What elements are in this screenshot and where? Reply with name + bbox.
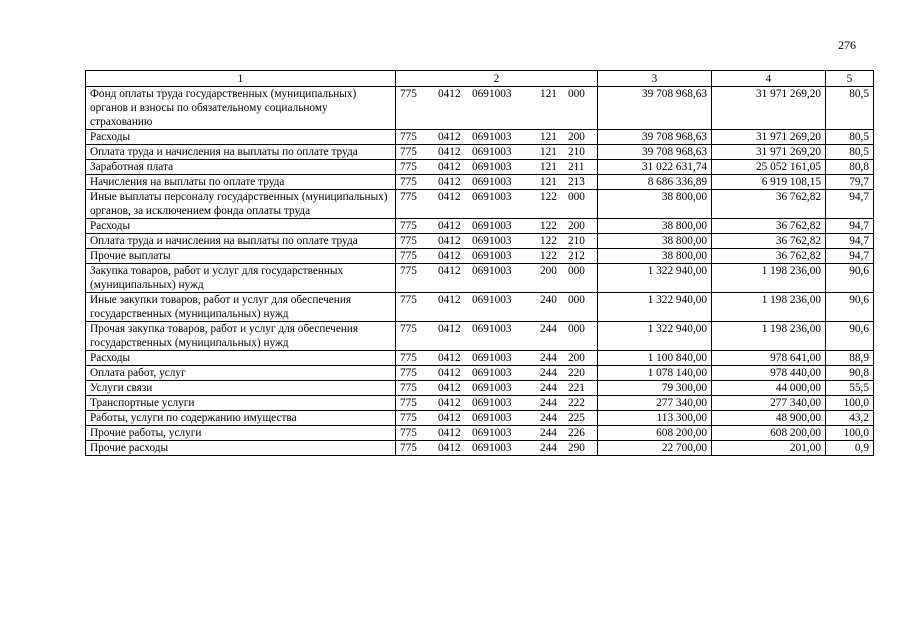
code-part: 775 (400, 220, 417, 232)
code-part: 121 (540, 146, 557, 158)
code-part: 121 (540, 176, 557, 188)
row-code (396, 145, 598, 160)
row-executed: 6 919 108,15 (712, 175, 826, 190)
table-row (86, 219, 874, 234)
code-part: 000 (568, 191, 585, 203)
row-planned: 277 340,00 (598, 396, 712, 411)
row-planned: 1 322 940,00 (598, 322, 712, 351)
row-name: Расходы (86, 130, 396, 145)
row-planned: 39 708 968,63 (598, 130, 712, 145)
row-code (396, 293, 598, 322)
row-executed: 978 641,00 (712, 351, 826, 366)
table-row (86, 381, 874, 396)
code-part: 212 (568, 250, 585, 262)
row-code (396, 366, 598, 381)
row-percent: 90,6 (826, 322, 874, 351)
row-name: Фонд оплаты труда государственных (муниципальных) органов и взносы по обязательному социальному страхованию (86, 87, 396, 130)
row-executed: 201,00 (712, 441, 826, 456)
code-part: 775 (400, 88, 417, 100)
row-planned: 1 100 840,00 (598, 351, 712, 366)
code-part: 0412 (438, 294, 461, 306)
code-part: 122 (540, 235, 557, 247)
row-name: Транспортные услуги (86, 396, 396, 411)
row-name: Расходы (86, 219, 396, 234)
row-code (396, 234, 598, 249)
code-part: 0691003 (472, 235, 512, 247)
row-planned: 608 200,00 (598, 426, 712, 441)
row-percent: 88,9 (826, 351, 874, 366)
row-code (396, 175, 598, 190)
row-executed: 48 900,00 (712, 411, 826, 426)
code-part: 200 (540, 265, 557, 277)
row-executed: 31 971 269,20 (712, 87, 826, 130)
code-part: 0691003 (472, 265, 512, 277)
table-row (86, 322, 874, 351)
code-part: 0691003 (472, 88, 512, 100)
code-part: 0691003 (472, 352, 512, 364)
row-name: Оплата работ, услуг (86, 366, 396, 381)
code-part: 775 (400, 176, 417, 188)
row-executed: 978 440,00 (712, 366, 826, 381)
code-part: 122 (540, 250, 557, 262)
row-percent: 80,5 (826, 130, 874, 145)
row-planned: 113 300,00 (598, 411, 712, 426)
header-col-4: 4 (712, 71, 826, 87)
row-percent: 94,7 (826, 234, 874, 249)
header-col-3: 3 (598, 71, 712, 87)
code-part: 0412 (438, 191, 461, 203)
row-percent: 90,6 (826, 293, 874, 322)
row-planned: 1 322 940,00 (598, 264, 712, 293)
row-executed: 1 198 236,00 (712, 264, 826, 293)
row-planned: 1 322 940,00 (598, 293, 712, 322)
code-part: 775 (400, 250, 417, 262)
code-part: 0691003 (472, 427, 512, 439)
code-part: 775 (400, 412, 417, 424)
row-executed: 36 762,82 (712, 219, 826, 234)
code-part: 775 (400, 294, 417, 306)
row-executed: 31 971 269,20 (712, 130, 826, 145)
code-part: 200 (568, 131, 585, 143)
table-row (86, 426, 874, 441)
row-code (396, 381, 598, 396)
code-part: 244 (540, 412, 557, 424)
table-row (86, 175, 874, 190)
code-part: 0412 (438, 88, 461, 100)
table-row (86, 249, 874, 264)
code-part: 775 (400, 442, 417, 454)
row-name: Закупка товаров, работ и услуг для государственных (муниципальных) нужд (86, 264, 396, 293)
row-name: Работы, услуги по содержанию имущества (86, 411, 396, 426)
code-part: 000 (568, 265, 585, 277)
code-part: 244 (540, 367, 557, 379)
code-part: 775 (400, 382, 417, 394)
row-code (396, 396, 598, 411)
row-code (396, 264, 598, 293)
row-name: Оплата труда и начисления на выплаты по оплате труда (86, 234, 396, 249)
row-planned: 22 700,00 (598, 441, 712, 456)
row-percent: 94,7 (826, 190, 874, 219)
row-code (396, 190, 598, 219)
row-name: Заработная плата (86, 160, 396, 175)
row-name: Начисления на выплаты по оплате труда (86, 175, 396, 190)
row-code (396, 130, 598, 145)
code-part: 775 (400, 367, 417, 379)
code-part: 0412 (438, 176, 461, 188)
code-part: 200 (568, 352, 585, 364)
code-part: 775 (400, 161, 417, 173)
code-part: 0691003 (472, 397, 512, 409)
row-planned: 39 708 968,63 (598, 87, 712, 130)
code-part: 121 (540, 88, 557, 100)
table-row (86, 293, 874, 322)
row-name: Иные закупки товаров, работ и услуг для обеспечения государственных (муниципальных) нужд (86, 293, 396, 322)
row-executed: 36 762,82 (712, 234, 826, 249)
row-percent: 79,7 (826, 175, 874, 190)
row-percent: 80,5 (826, 87, 874, 130)
row-executed: 608 200,00 (712, 426, 826, 441)
row-percent: 100,0 (826, 396, 874, 411)
row-percent: 43,2 (826, 411, 874, 426)
row-planned: 38 800,00 (598, 190, 712, 219)
row-code (396, 441, 598, 456)
code-part: 0691003 (472, 250, 512, 262)
table-row (86, 366, 874, 381)
code-part: 775 (400, 397, 417, 409)
code-part: 0691003 (472, 220, 512, 232)
code-part: 244 (540, 427, 557, 439)
code-part: 244 (540, 323, 557, 335)
row-percent: 90,8 (826, 366, 874, 381)
code-part: 0412 (438, 235, 461, 247)
code-part: 775 (400, 191, 417, 203)
code-part: 0412 (438, 265, 461, 277)
row-code (396, 426, 598, 441)
row-executed: 36 762,82 (712, 249, 826, 264)
row-executed: 36 762,82 (712, 190, 826, 219)
code-part: 244 (540, 382, 557, 394)
header-col-1: 1 (86, 71, 396, 87)
page-number: 276 (838, 38, 856, 52)
code-part: 0691003 (472, 161, 512, 173)
row-executed: 1 198 236,00 (712, 322, 826, 351)
code-part: 122 (540, 220, 557, 232)
row-code (396, 351, 598, 366)
code-part: 0412 (438, 131, 461, 143)
row-percent: 100,0 (826, 426, 874, 441)
table-row (86, 264, 874, 293)
row-percent: 80,5 (826, 145, 874, 160)
code-part: 0691003 (472, 412, 512, 424)
code-part: 0412 (438, 146, 461, 158)
row-executed: 44 000,00 (712, 381, 826, 396)
code-part: 0412 (438, 250, 461, 262)
table-row (86, 130, 874, 145)
row-executed: 1 198 236,00 (712, 293, 826, 322)
row-percent: 55,5 (826, 381, 874, 396)
code-part: 213 (568, 176, 585, 188)
row-name: Оплата труда и начисления на выплаты по оплате труда (86, 145, 396, 160)
row-name: Расходы (86, 351, 396, 366)
row-name: Прочие работы, услуги (86, 426, 396, 441)
code-part: 0691003 (472, 146, 512, 158)
table-row (86, 87, 874, 130)
code-part: 000 (568, 294, 585, 306)
code-part: 775 (400, 352, 417, 364)
row-code (396, 219, 598, 234)
row-planned: 39 708 968,63 (598, 145, 712, 160)
code-part: 0691003 (472, 382, 512, 394)
code-part: 0412 (438, 367, 461, 379)
code-part: 775 (400, 146, 417, 158)
row-planned: 31 022 631,74 (598, 160, 712, 175)
code-part: 0691003 (472, 442, 512, 454)
code-part: 222 (568, 397, 585, 409)
code-part: 244 (540, 352, 557, 364)
row-executed: 25 052 161,05 (712, 160, 826, 175)
code-part: 210 (568, 235, 585, 247)
code-part: 0412 (438, 397, 461, 409)
row-executed: 31 971 269,20 (712, 145, 826, 160)
header-row (86, 71, 874, 87)
row-planned: 79 300,00 (598, 381, 712, 396)
code-part: 0691003 (472, 294, 512, 306)
code-part: 200 (568, 220, 585, 232)
row-planned: 38 800,00 (598, 234, 712, 249)
table-row (86, 145, 874, 160)
code-part: 775 (400, 323, 417, 335)
row-code (396, 411, 598, 426)
code-part: 0412 (438, 412, 461, 424)
code-part: 244 (540, 442, 557, 454)
table-row (86, 411, 874, 426)
code-part: 121 (540, 161, 557, 173)
code-part: 221 (568, 382, 585, 394)
code-part: 000 (568, 323, 585, 335)
code-part: 0412 (438, 442, 461, 454)
code-part: 0691003 (472, 131, 512, 143)
table-row (86, 351, 874, 366)
code-part: 0691003 (472, 323, 512, 335)
row-planned: 8 686 336,89 (598, 175, 712, 190)
row-percent: 94,7 (826, 219, 874, 234)
row-code (396, 249, 598, 264)
code-part: 0691003 (472, 176, 512, 188)
row-percent: 90,6 (826, 264, 874, 293)
code-part: 220 (568, 367, 585, 379)
table-row (86, 441, 874, 456)
code-part: 0412 (438, 323, 461, 335)
header-col-5: 5 (826, 71, 874, 87)
table-row (86, 190, 874, 219)
code-part: 0412 (438, 382, 461, 394)
budget-table (85, 70, 874, 456)
row-name: Услуги связи (86, 381, 396, 396)
code-part: 226 (568, 427, 585, 439)
code-part: 0412 (438, 352, 461, 364)
code-part: 775 (400, 235, 417, 247)
row-code (396, 87, 598, 130)
row-executed: 277 340,00 (712, 396, 826, 411)
code-part: 775 (400, 427, 417, 439)
code-part: 000 (568, 88, 585, 100)
header-col-2: 2 (396, 71, 598, 87)
code-part: 122 (540, 191, 557, 203)
code-part: 0412 (438, 161, 461, 173)
code-part: 0412 (438, 220, 461, 232)
code-part: 211 (568, 161, 585, 173)
row-name: Прочие выплаты (86, 249, 396, 264)
code-part: 0691003 (472, 367, 512, 379)
row-name: Прочие расходы (86, 441, 396, 456)
table-row (86, 396, 874, 411)
row-name: Иные выплаты персоналу государственных (муниципальных) органов, за исключением фонда оплаты труда (86, 190, 396, 219)
code-part: 240 (540, 294, 557, 306)
row-percent: 94,7 (826, 249, 874, 264)
code-part: 225 (568, 412, 585, 424)
row-percent: 0,9 (826, 441, 874, 456)
row-code (396, 322, 598, 351)
code-part: 775 (400, 265, 417, 277)
code-part: 0412 (438, 427, 461, 439)
row-planned: 38 800,00 (598, 249, 712, 264)
row-name: Прочая закупка товаров, работ и услуг для обеспечения государственных (муниципальных) нужд (86, 322, 396, 351)
code-part: 121 (540, 131, 557, 143)
row-planned: 38 800,00 (598, 219, 712, 234)
row-planned: 1 078 140,00 (598, 366, 712, 381)
table-row (86, 234, 874, 249)
row-code (396, 160, 598, 175)
code-part: 210 (568, 146, 585, 158)
code-part: 775 (400, 131, 417, 143)
code-part: 290 (568, 442, 585, 454)
code-part: 0691003 (472, 191, 512, 203)
table-row (86, 160, 874, 175)
code-part: 244 (540, 397, 557, 409)
row-percent: 80,8 (826, 160, 874, 175)
